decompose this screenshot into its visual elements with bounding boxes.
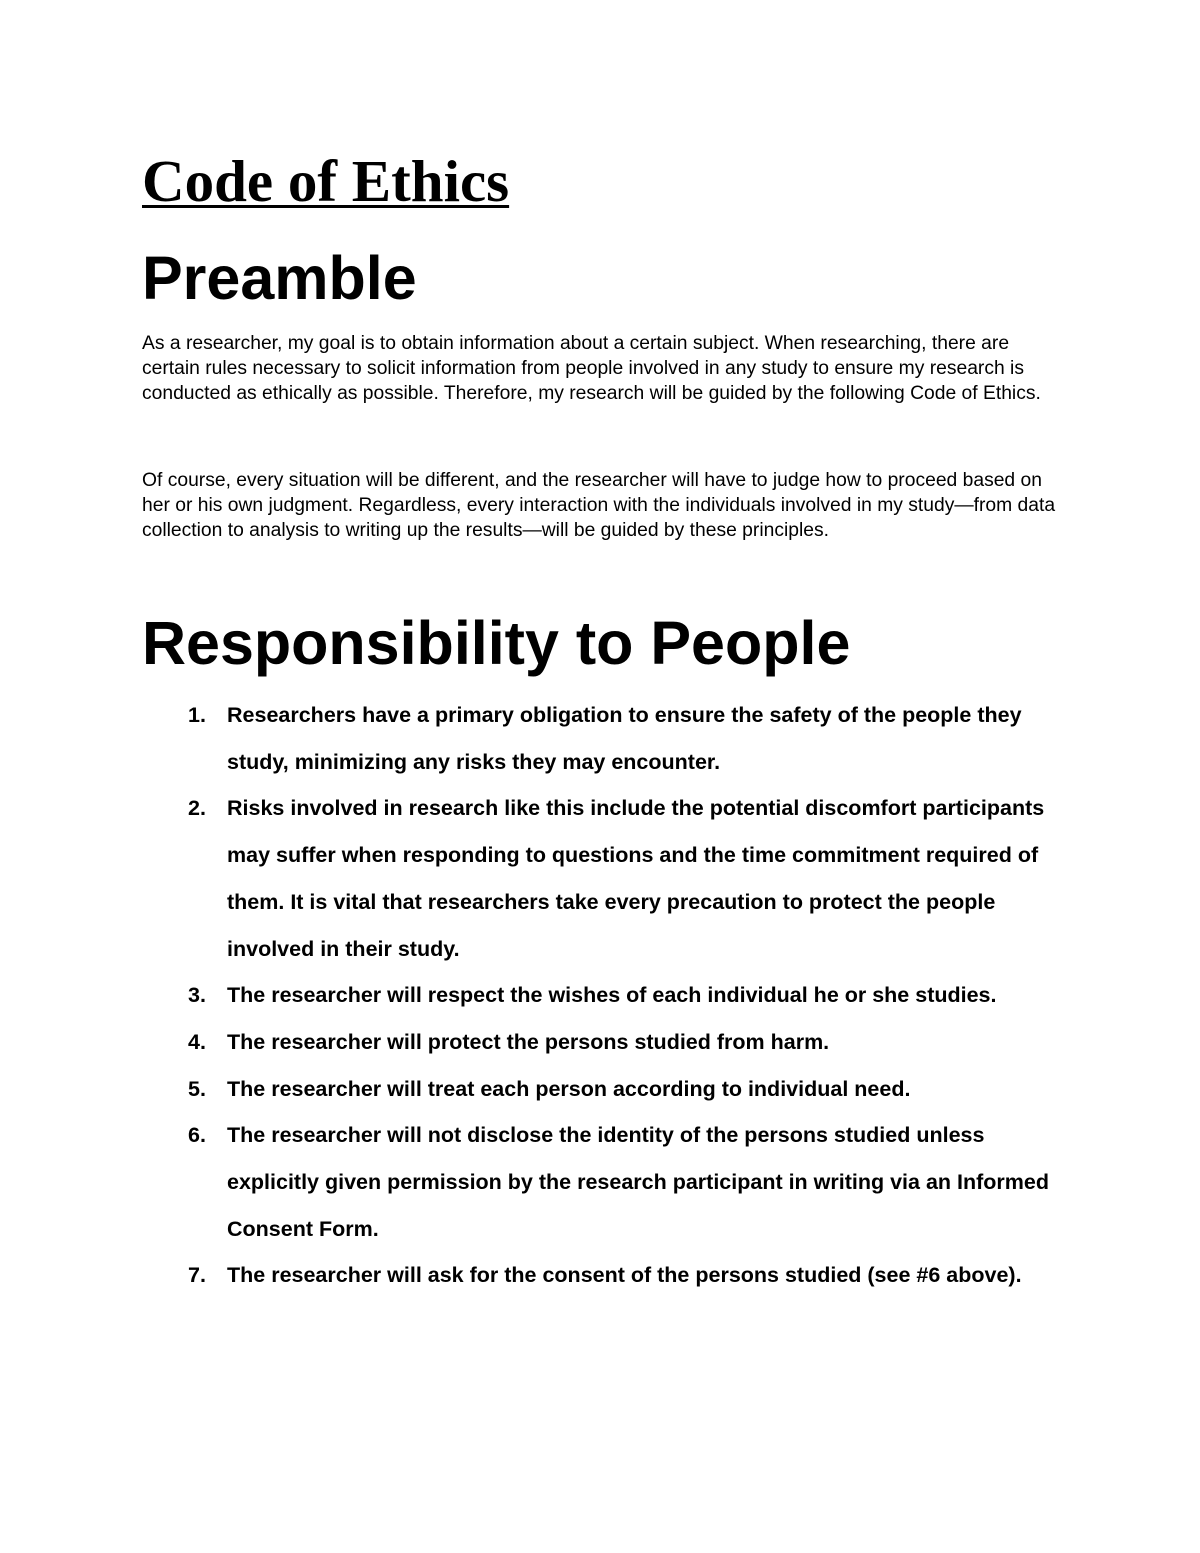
list-item-number: 3. xyxy=(188,983,206,1008)
list-item-number: 4. xyxy=(188,1029,206,1054)
responsibility-list xyxy=(188,692,1072,1299)
preamble-heading: Preamble xyxy=(142,244,417,312)
list-item-text: The researcher will not disclose the identity of the persons studied unless explicitly given permission by the research participant in writing via an Informed Consent Form. xyxy=(227,1123,1049,1241)
preamble-paragraph: Of course, every situation will be different, and the researcher will have to judge how to proceed based on her or his own judgment. Regardless, every interaction with the individuals involved in my study—from data collection to analysis to writing up the results—will be guided by these principles. xyxy=(142,470,1056,541)
list-item xyxy=(188,972,1072,1019)
list-item-text: The researcher will treat each person according to individual need. xyxy=(227,1076,911,1101)
list-item xyxy=(188,1252,1072,1299)
list-item xyxy=(188,692,1072,785)
list-item-text: The researcher will respect the wishes of each individual he or she studies. xyxy=(227,983,997,1008)
list-item-text: The researcher will protect the persons studied from harm. xyxy=(227,1029,830,1054)
list-item xyxy=(188,1019,1072,1066)
list-item-text: Risks involved in research like this include the potential discomfort participants may suffer when responding to questions and the time commitment required of them. It is vital that researchers take every precaution to protect the people involved in their study. xyxy=(227,796,1045,961)
preamble-paragraph: As a researcher, my goal is to obtain information about a certain subject. When researching, there are certain rules necessary to solicit information from people involved in any study to ensure my research is conducted as ethically as possible. Therefore, my research will be guided by the following Code of Ethics. xyxy=(142,333,1041,404)
list-item xyxy=(188,1112,1072,1252)
responsibility-heading: Responsibility to People xyxy=(142,609,851,677)
list-item-number: 7. xyxy=(188,1263,206,1288)
list-item xyxy=(188,1066,1072,1113)
document-title: Code of Ethics xyxy=(142,148,510,214)
list-item-number: 1. xyxy=(188,703,206,727)
list-item-text: The researcher will ask for the consent of the persons studied (see #6 above). xyxy=(227,1263,1022,1288)
list-item-number: 2. xyxy=(188,796,206,821)
list-item-number: 6. xyxy=(188,1123,206,1148)
list-item-text: Researchers have a primary obligation to ensure the safety of the people they study, minimizing any risks they may encounter. xyxy=(227,703,1022,774)
list-item xyxy=(188,785,1072,972)
list-item-number: 5. xyxy=(188,1076,206,1101)
